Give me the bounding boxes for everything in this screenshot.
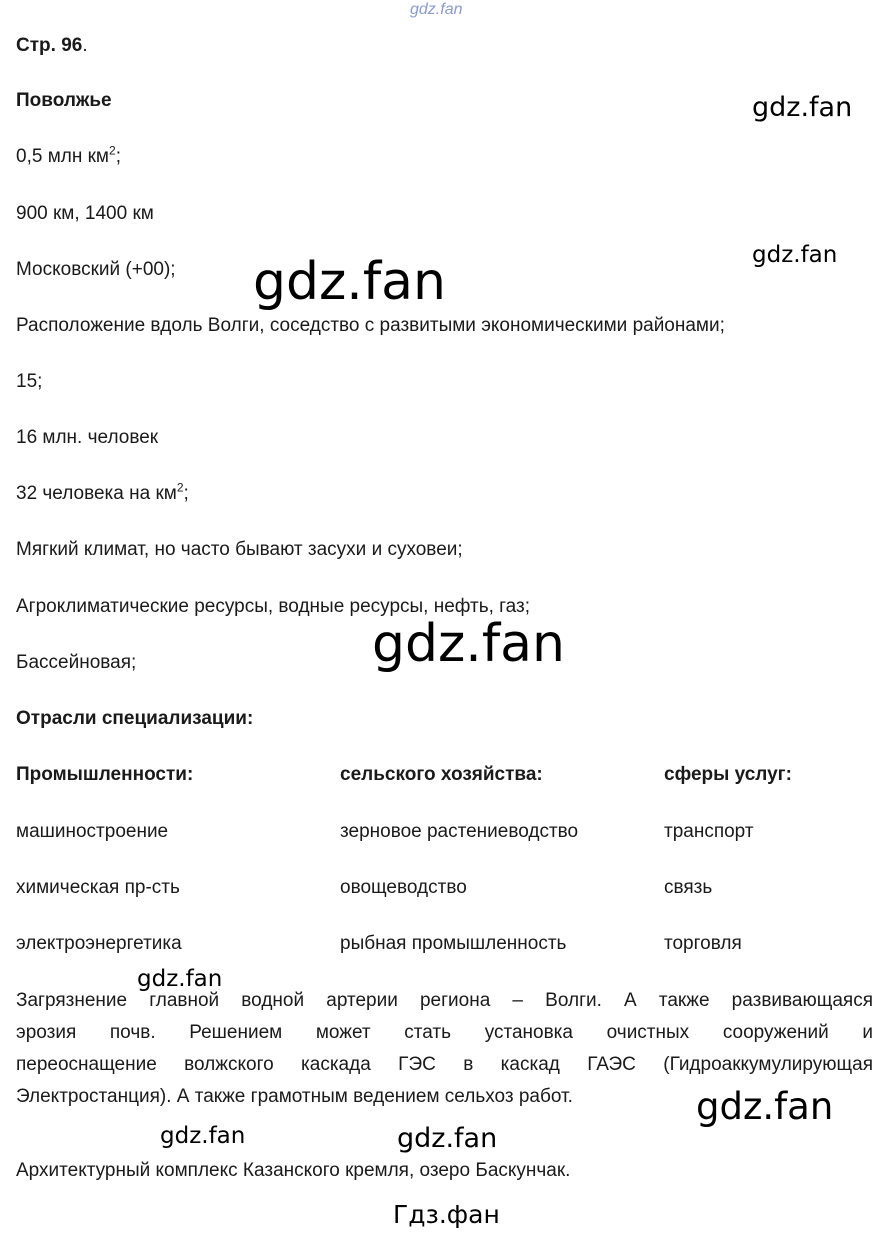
density-tail: ; (183, 483, 189, 504)
watermark-top: gdz.fan (410, 1, 463, 18)
industry-item: электроэнергетика (16, 933, 182, 954)
page-reference-suffix: . (82, 35, 88, 56)
distances-line: 900 км, 1400 км (16, 203, 154, 224)
area-line (16, 143, 121, 168)
area-value: 0,5 млн км (16, 146, 109, 167)
page-reference-text: Стр. 96 (16, 35, 83, 56)
population-line: 16 млн. человек (16, 427, 159, 448)
paragraph-line: переоснащение волжского каскада ГЭС в каскад ГАЭС (Гидроаккумулирующая (16, 1054, 873, 1075)
watermark: gdz.fan (160, 1123, 246, 1149)
watermark: gdz.fan (397, 1123, 498, 1154)
industry-item: химическая пр-сть (16, 877, 180, 898)
services-item: торговля (664, 933, 742, 954)
column-header-agriculture: сельского хозяйства: (340, 764, 543, 785)
industry-item: машиностроение (16, 821, 169, 842)
watermark: gdz.fan (137, 966, 223, 992)
density-line (16, 480, 189, 505)
services-item: связь (664, 877, 713, 898)
sights-line: Архитектурный комплекс Казанского кремля, озеро Баскунчак. (16, 1160, 571, 1181)
watermark: gdz.fan (752, 92, 853, 123)
watermark: gdz.fan (253, 252, 446, 312)
section-title: Поволжье (16, 90, 112, 111)
footer-watermark: Гдз.фан (393, 1200, 500, 1229)
subjects-line: 15; (16, 371, 43, 392)
services-item: транспорт (664, 821, 754, 842)
watermark: gdz.fan (752, 242, 838, 268)
watermark: gdz.fan (696, 1085, 834, 1128)
resources-line: Агроклиматические ресурсы, водные ресурсы, нефть, газ; (16, 596, 531, 617)
area-superscript: 2 (109, 143, 116, 158)
paragraph-line: Электростанция). А также грамотным ведением сельхоз работ. (16, 1086, 573, 1107)
page-reference (16, 35, 88, 57)
watermark: gdz.fan (372, 614, 565, 674)
column-header-industry: Промышленности: (16, 764, 194, 785)
paragraph-line: Загрязнение главной водной артерии региона – Волги. А также развивающаяся (16, 990, 873, 1011)
density-value: 32 человека на км (16, 483, 177, 504)
climate-line: Мягкий климат, но часто бывают засухи и суховеи; (16, 539, 463, 560)
paragraph-line: эрозия почв. Решением может стать установка очистных сооружений и (16, 1022, 873, 1043)
timezone-line: Московский (+00); (16, 259, 176, 280)
agriculture-item: рыбная промышленность (340, 933, 567, 954)
density-superscript: 2 (176, 480, 184, 495)
type-line: Бассейновая; (16, 652, 137, 673)
specialization-title: Отрасли специализации: (16, 708, 254, 729)
column-header-services: сферы услуг: (664, 764, 792, 785)
agriculture-item: зерновое растениеводство (340, 821, 579, 842)
agriculture-item: овощеводство (340, 877, 467, 898)
location-line: Расположение вдоль Волги, соседство с развитыми экономическими районами; (16, 315, 725, 336)
area-tail: ; (115, 146, 121, 167)
